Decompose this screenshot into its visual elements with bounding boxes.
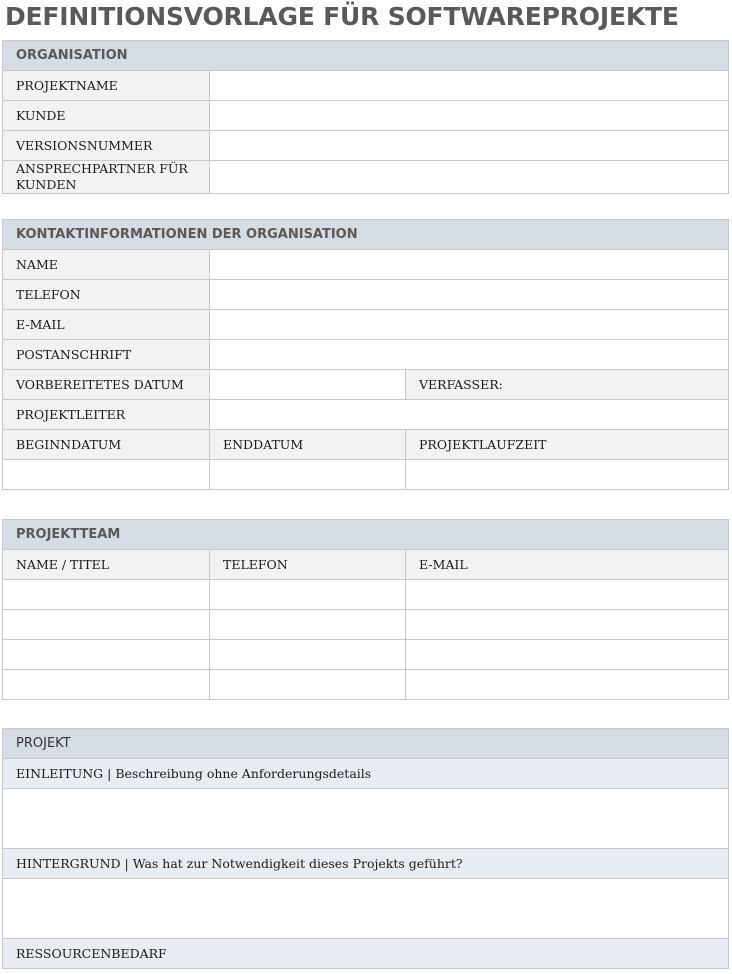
team-name-cell[interactable]	[3, 580, 210, 610]
section-header-project: PROJEKT	[3, 729, 729, 759]
column-email: E-MAIL	[406, 550, 729, 580]
label-prepared-date: VORBEREITETES DATUM	[3, 370, 210, 400]
label-end-date: ENDDATUM	[210, 430, 406, 460]
label-email: E-MAIL	[3, 310, 210, 340]
project-name-field[interactable]	[210, 71, 729, 101]
contact-table	[2, 219, 729, 490]
team-email-cell[interactable]	[406, 640, 729, 670]
version-number-field[interactable]	[210, 131, 729, 161]
section-header-team: PROJEKTTEAM	[3, 520, 729, 550]
team-row	[3, 580, 729, 610]
team-email-cell[interactable]	[406, 670, 729, 700]
team-name-cell[interactable]	[3, 610, 210, 640]
start-date-field[interactable]	[3, 460, 210, 490]
prepared-date-field[interactable]	[210, 370, 406, 400]
project-table	[2, 728, 729, 969]
team-name-cell[interactable]	[3, 640, 210, 670]
section-header-organisation: ORGANISATION	[3, 41, 729, 71]
end-date-field[interactable]	[210, 460, 406, 490]
label-start-date: BEGINNDATUM	[3, 430, 210, 460]
customer-contact-field[interactable]	[210, 161, 729, 194]
label-customer: KUNDE	[3, 101, 210, 131]
email-field[interactable]	[210, 310, 729, 340]
team-row	[3, 610, 729, 640]
team-row	[3, 640, 729, 670]
label-postal-address: POSTANSCHRIFT	[3, 340, 210, 370]
duration-field[interactable]	[406, 460, 729, 490]
team-table	[2, 519, 729, 700]
team-phone-cell[interactable]	[210, 580, 406, 610]
customer-field[interactable]	[210, 101, 729, 131]
column-phone: TELEFON	[210, 550, 406, 580]
label-name: NAME	[3, 250, 210, 280]
label-resources: RESSOURCENBEDARF	[3, 939, 729, 969]
team-email-cell[interactable]	[406, 610, 729, 640]
section-header-contact: KONTAKTINFORMATIONEN DER ORGANISATION	[3, 220, 729, 250]
label-version-number: VERSIONSNUMMER	[3, 131, 210, 161]
team-row	[3, 670, 729, 700]
postal-address-field[interactable]	[210, 340, 729, 370]
label-phone: TELEFON	[3, 280, 210, 310]
organisation-table	[2, 40, 729, 194]
phone-field[interactable]	[210, 280, 729, 310]
team-email-cell[interactable]	[406, 580, 729, 610]
team-phone-cell[interactable]	[210, 610, 406, 640]
label-project-name: PROJEKTNAME	[3, 71, 210, 101]
team-name-cell[interactable]	[3, 670, 210, 700]
label-project-lead: PROJEKTLEITER	[3, 400, 210, 430]
label-duration: PROJEKTLAUFZEIT	[406, 430, 729, 460]
introduction-field[interactable]	[3, 789, 729, 849]
team-phone-cell[interactable]	[210, 640, 406, 670]
label-customer-contact: ANSPRECHPARTNER FÜR KUNDEN	[3, 161, 210, 194]
page-title: DEFINITIONSVORLAGE FÜR SOFTWAREPROJEKTE	[5, 2, 679, 31]
label-introduction: EINLEITUNG | Beschreibung ohne Anforderungsdetails	[3, 759, 729, 789]
name-field[interactable]	[210, 250, 729, 280]
team-phone-cell[interactable]	[210, 670, 406, 700]
column-name-title: NAME / TITEL	[3, 550, 210, 580]
label-author: VERFASSER:	[406, 370, 729, 400]
project-lead-field[interactable]	[210, 400, 729, 430]
label-background: HINTERGRUND | Was hat zur Notwendigkeit dieses Projekts geführt?	[3, 849, 729, 879]
background-field[interactable]	[3, 879, 729, 939]
